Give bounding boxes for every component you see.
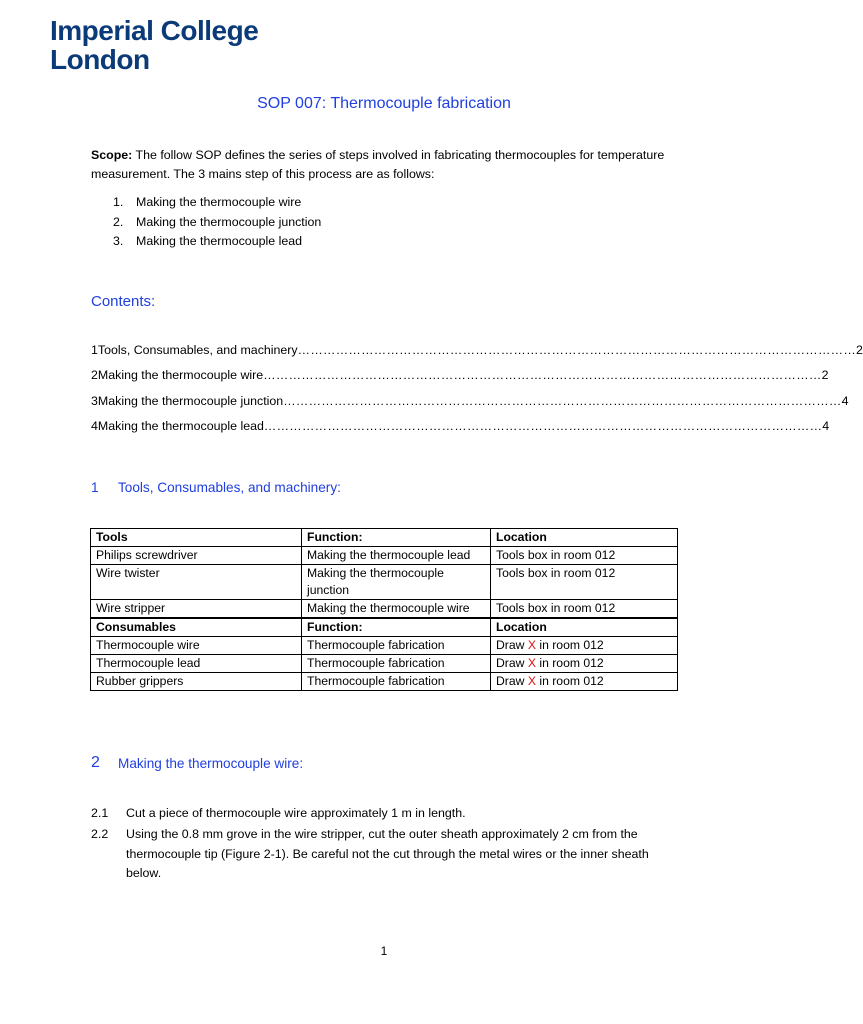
toc-entry-page: 4 [822,418,830,433]
table-header-cell: Location [491,529,678,547]
location-suffix: in room 012 [535,674,604,688]
list-item-text: Making the thermocouple junction [136,214,322,229]
toc-leader-dots: …………………………………………………………………………………………………………………… [263,418,823,433]
drawer-marker: X [527,656,536,670]
location-suffix: in room 012 [535,656,604,670]
table-cell: Thermocouple lead [91,655,302,673]
table-row [91,673,678,691]
process-steps-list [113,193,321,252]
table-header-row [91,618,678,637]
table-cell: Rubber grippers [91,673,302,691]
section-title: Tools, Consumables, and machinery: [118,480,341,495]
toc-entry-page: 2 [856,343,863,357]
table-cell [491,637,678,655]
scope-label: Scope: [91,148,133,162]
table-cell: Philips screwdriver [91,547,302,565]
scope-text: The follow SOP defines the series of steps involved in fabricating thermocouples for temperature measurement. The 3 mains step of this process are as follows: [91,148,665,181]
table-row [91,655,678,673]
step-text: Using the 0.8 mm grove in the wire stripper, cut the outer sheath approximately 2 cm from the thermocouple tip (Figure 2-1). Be careful not the cut through the metal wires or the inner sheath below. [126,827,649,880]
section-2-steps [91,804,681,885]
table-cell: Thermocouple fabrication [302,655,491,673]
location-prefix: Draw [496,674,528,688]
table-cell: Tools box in room 012 [491,547,678,565]
toc-leader-dots: …………………………………………………………………………………………………………………… [283,393,842,408]
toc-entry-title: Making the thermocouple wire [97,368,264,383]
section-number: 2 [91,754,100,771]
toc-entry-title: Making the thermocouple junction [97,393,284,408]
logo-line-1: Imperial College [50,15,259,46]
list-item [113,232,321,252]
list-item [91,825,681,883]
toc-entry-number: 2 [91,368,98,383]
toc-entry-title: Tools, Consumables, and machinery [97,343,298,357]
list-item [91,804,681,823]
list-item-text: Making the thermocouple wire [136,195,302,209]
section-2-heading [91,754,303,772]
toc-entry-number: 1 [91,343,98,357]
scope-paragraph [91,146,691,184]
page-number: 1 [380,944,388,958]
logo-line-2: London [50,44,150,75]
toc-entry[interactable] [91,418,830,444]
list-item [113,213,321,233]
toc-leader-dots: …………………………………………………………………………………………………………………… [297,343,857,357]
table-row [91,600,678,619]
drawer-marker: X [527,674,536,688]
table-cell: Tools box in room 012 [491,565,678,600]
table-row [91,565,678,600]
list-item-number: 2. [113,214,124,229]
toc-entry[interactable] [91,343,863,368]
section-1-heading [91,480,341,495]
list-item-text: Making the thermocouple lead [136,234,302,248]
institution-logo [50,16,258,74]
document-title: SOP 007: Thermocouple fabrication [257,95,511,112]
toc-entry-title: Making the thermocouple lead [97,418,264,433]
table-cell: Making the thermocouple junction [302,565,491,600]
location-suffix: in room 012 [535,638,604,652]
step-number: 2.2 [91,827,109,842]
table-header-cell: Consumables [91,618,302,637]
table-cell: Thermocouple wire [91,637,302,655]
section-title: Making the thermocouple wire: [118,756,304,771]
drawer-marker: X [527,638,536,652]
table-cell: Wire twister [91,565,302,600]
toc-entry-number: 3 [91,393,98,408]
table-header-cell: Function: [302,529,491,547]
toc-entry-page: 4 [841,393,849,408]
table-header-cell: Function: [302,618,491,637]
section-number: 1 [91,480,99,495]
table-header-row [91,529,678,547]
table-cell [491,673,678,691]
toc-leader-dots: …………………………………………………………………………………………………………………… [263,368,822,383]
toc-entry-page: 2 [821,368,829,383]
toc-entry-number: 4 [91,418,98,433]
list-item [113,193,321,213]
toc-entry[interactable] [91,393,849,419]
table-cell: Tools box in room 012 [491,600,678,619]
table-cell: Thermocouple fabrication [302,673,491,691]
table-header-cell: Location [491,618,678,637]
location-prefix: Draw [496,638,528,652]
list-item-number: 1. [113,195,124,209]
tools-consumables-table [90,528,678,691]
table-row [91,547,678,565]
table-of-contents [91,343,863,444]
table-cell [491,655,678,673]
table-cell: Making the thermocouple wire [302,600,491,619]
table-cell: Wire stripper [91,600,302,619]
table-header-cell: Tools [91,529,302,547]
location-prefix: Draw [496,656,528,670]
contents-heading: Contents: [91,293,156,310]
step-number: 2.1 [91,806,109,820]
list-item-number: 3. [113,234,124,248]
toc-entry[interactable] [91,368,829,393]
table-cell: Making the thermocouple lead [302,547,491,565]
step-text: Cut a piece of thermocouple wire approximately 1 m in length. [126,806,466,820]
table-row [91,637,678,655]
table-cell: Thermocouple fabrication [302,637,491,655]
